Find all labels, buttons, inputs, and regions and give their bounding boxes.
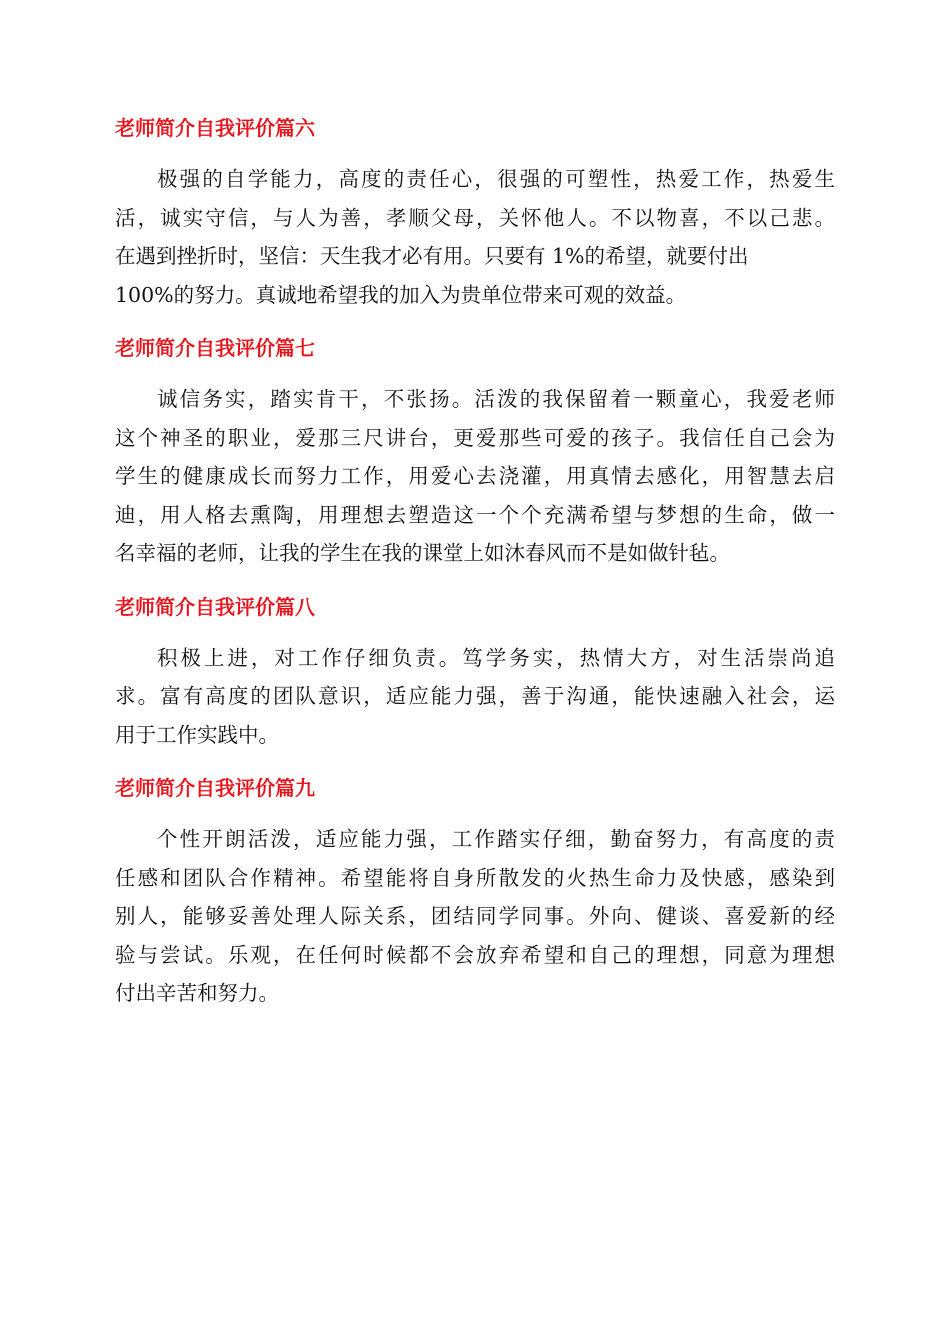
- document-content: [115, 114, 835, 1033]
- paragraph-line: 任感和团队合作精神。希望能将自身所散发的火热生命力及快感，感染到: [115, 865, 835, 890]
- section-title: 老师简介自我评价篇六: [115, 116, 315, 140]
- section-paragraph: [115, 820, 835, 1013]
- paragraph-line: 验与尝试。乐观，在任何时候都不会放弃希望和自己的理想，同意为理想: [115, 942, 835, 967]
- section-7: [115, 334, 835, 573]
- section-paragraph: [115, 160, 835, 314]
- paragraph-line: 活，诚实守信，与人为善，孝顺父母，关怀他人。不以物喜，不以己悲。: [115, 205, 835, 230]
- paragraph-line: 积极上进，对工作仔细负责。笃学务实，热情大方，对生活崇尚追: [157, 645, 835, 670]
- paragraph-line: 名幸福的老师，让我的学生在我的课堂上如沐春风而不是如做针毡。: [115, 541, 730, 565]
- section-9: [115, 774, 835, 1013]
- paragraph-line: 在遇到挫折时，坚信：天生我才必有用。只要有 1%的希望，就要付出: [115, 244, 749, 268]
- paragraph-line: 100%的努力。真诚地希望我的加入为贵单位带来可观的效益。: [115, 282, 687, 307]
- paragraph-line: 求。富有高度的团队意识，适应能力强，善于沟通，能快速融入社会，运: [115, 684, 835, 708]
- section-title: 老师简介自我评价篇八: [115, 594, 315, 619]
- section-paragraph: [115, 380, 835, 573]
- paragraph-line: 诚信务实，踏实肯干，不张扬。活泼的我保留着一颗童心，我爱老师: [157, 387, 835, 411]
- section-title: 老师简介自我评价篇七: [115, 336, 315, 360]
- paragraph-line: 学生的健康成长而努力工作，用爱心去浇灌，用真情去感化，用智慧去启: [115, 464, 835, 488]
- paragraph-line: 用于工作实践中。: [115, 722, 279, 747]
- paragraph-line: 个性开朗活泼，适应能力强，工作踏实仔细，勤奋努力，有高度的责: [157, 827, 835, 851]
- paragraph-line: 别人，能够妥善处理人际关系，团结同学同事。外向、健谈、喜爱新的经: [115, 904, 835, 928]
- section-title: 老师简介自我评价篇九: [115, 776, 315, 800]
- section-paragraph: [115, 639, 835, 755]
- paragraph-line: 迪，用人格去熏陶，用理想去塑造这一个个充满希望与梦想的生命，做一: [115, 502, 835, 527]
- paragraph-line: 极强的自学能力，高度的责任心，很强的可塑性，热爱工作，热爱生: [157, 167, 835, 191]
- paragraph-line: 这个神圣的职业，爱那三尺讲台，更爱那些可爱的孩子。我信任自己会为: [115, 425, 835, 450]
- paragraph-line: 付出辛苦和努力。: [115, 981, 279, 1005]
- section-6: [115, 114, 835, 314]
- section-8: [115, 593, 835, 755]
